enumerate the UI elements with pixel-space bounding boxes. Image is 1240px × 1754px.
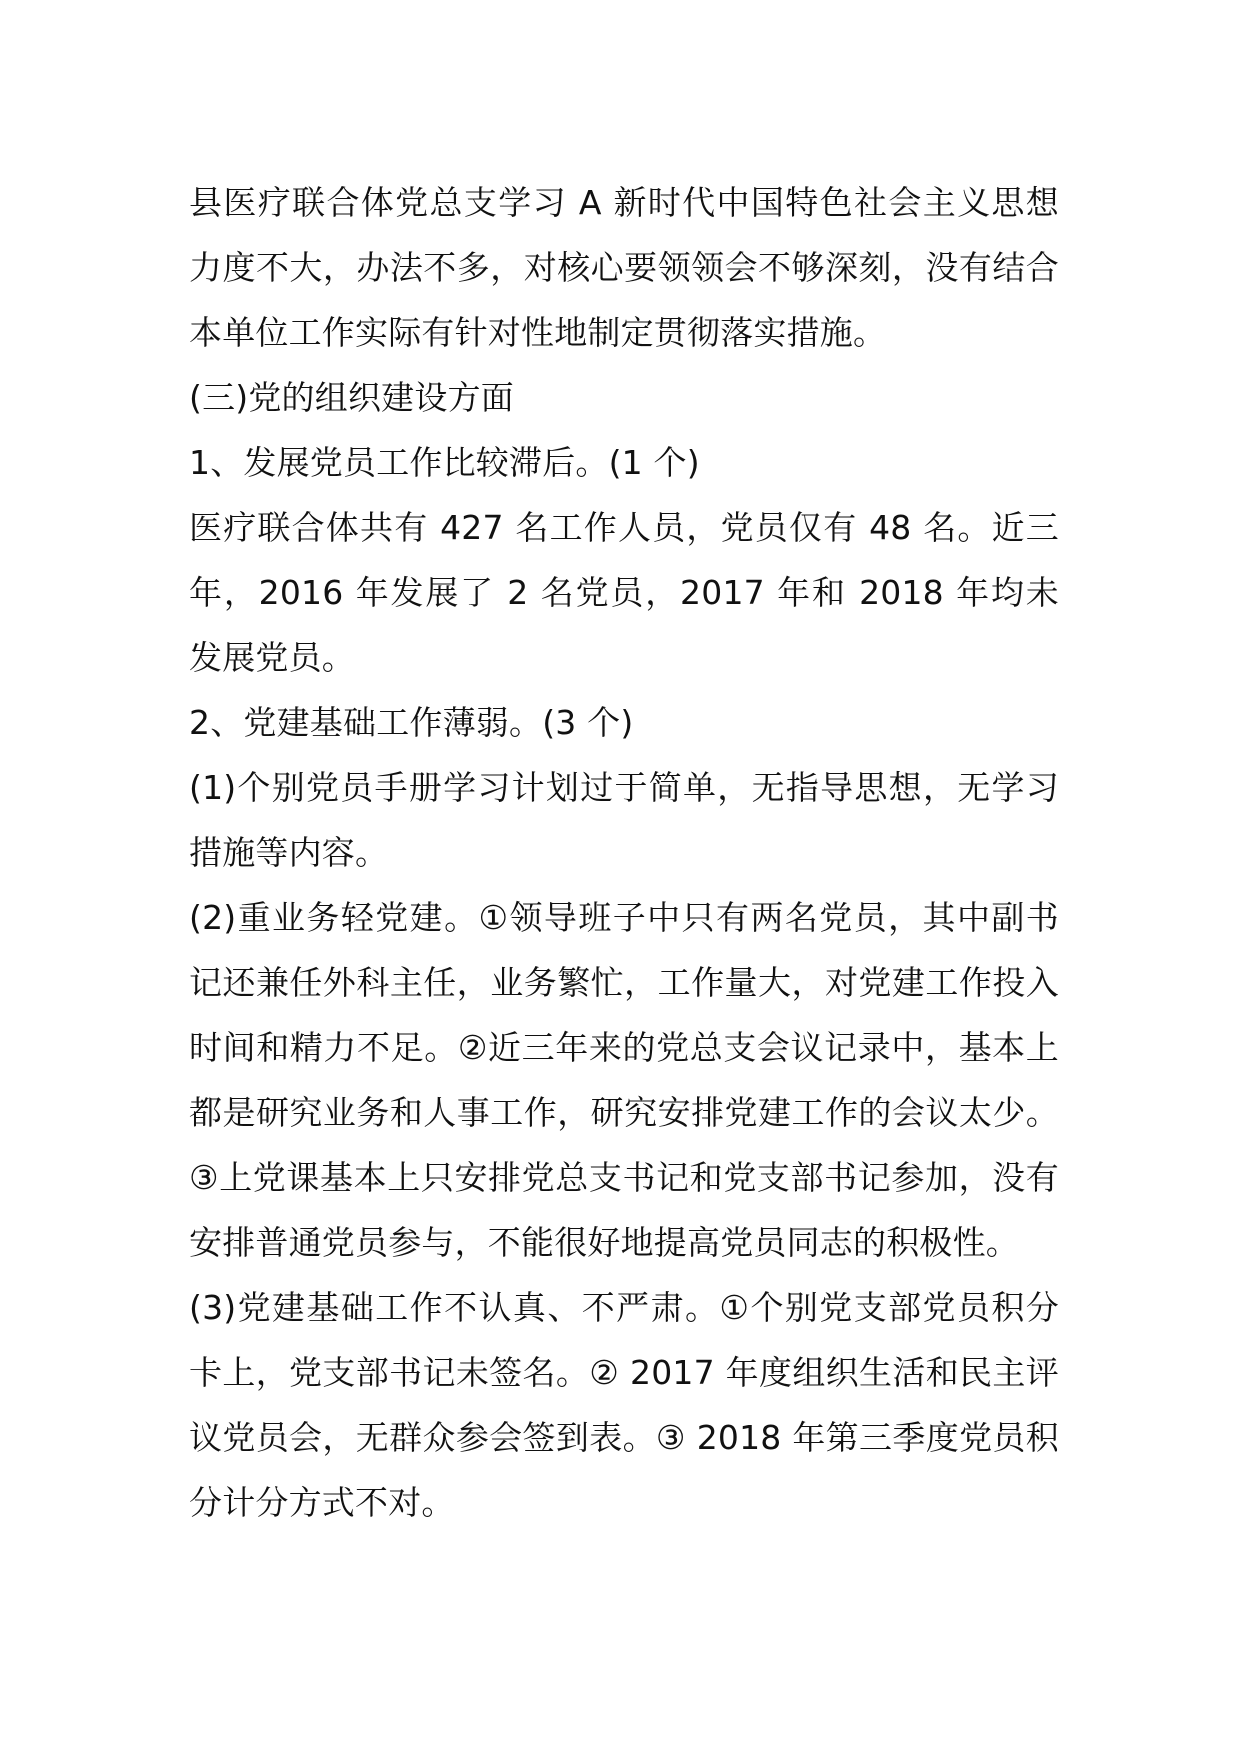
section-heading-organization: (三)党的组织建设方面 xyxy=(189,378,514,417)
paragraph-study-deficiency: 县医疗联合体党总支学习 A 新时代中国特色社会主义思想力度不大，办法不多，对核心要领领会不够深刻，没有结合本单位工作实际有针对性地制定贯彻落实措施。 xyxy=(189,183,1059,352)
item-heading-membership: 1、发展党员工作比较滞后。(1 个) xyxy=(189,443,700,482)
document-page xyxy=(189,170,1059,1535)
paragraph-business-over-party: (2)重业务轻党建。①领导班子中只有两名党员，其中副书记还兼任外科主任，业务繁忙，工作量大，对党建工作投入时间和精力不足。②近三年来的党总支会议记录中，基本上都是研究业务和人事工作，研究安排党建工作的会议太少。③上党课基本上只安排党总支书记和党支部书记参加，没有安排普通党员参与，不能很好地提高党员同志的积极性。 xyxy=(189,898,1059,1262)
paragraph-not-serious: (3)党建基础工作不认真、不严肃。①个别党支部党员积分卡上，党支部书记未签名。② 2017 年度组织生活和民主评议党员会，无群众参会签到表。③ 2018 年第三季度党员积分计分方式不对。 xyxy=(189,1288,1059,1522)
paragraph-handbook: (1)个别党员手册学习计划过于简单，无指导思想，无学习措施等内容。 xyxy=(189,768,1059,872)
item-heading-foundation: 2、党建基础工作薄弱。(3 个) xyxy=(189,703,634,742)
paragraph-membership-stats: 医疗联合体共有 427 名工作人员，党员仅有 48 名。近三年，2016 年发展了 2 名党员，2017 年和 2018 年均未发展党员。 xyxy=(189,508,1059,677)
